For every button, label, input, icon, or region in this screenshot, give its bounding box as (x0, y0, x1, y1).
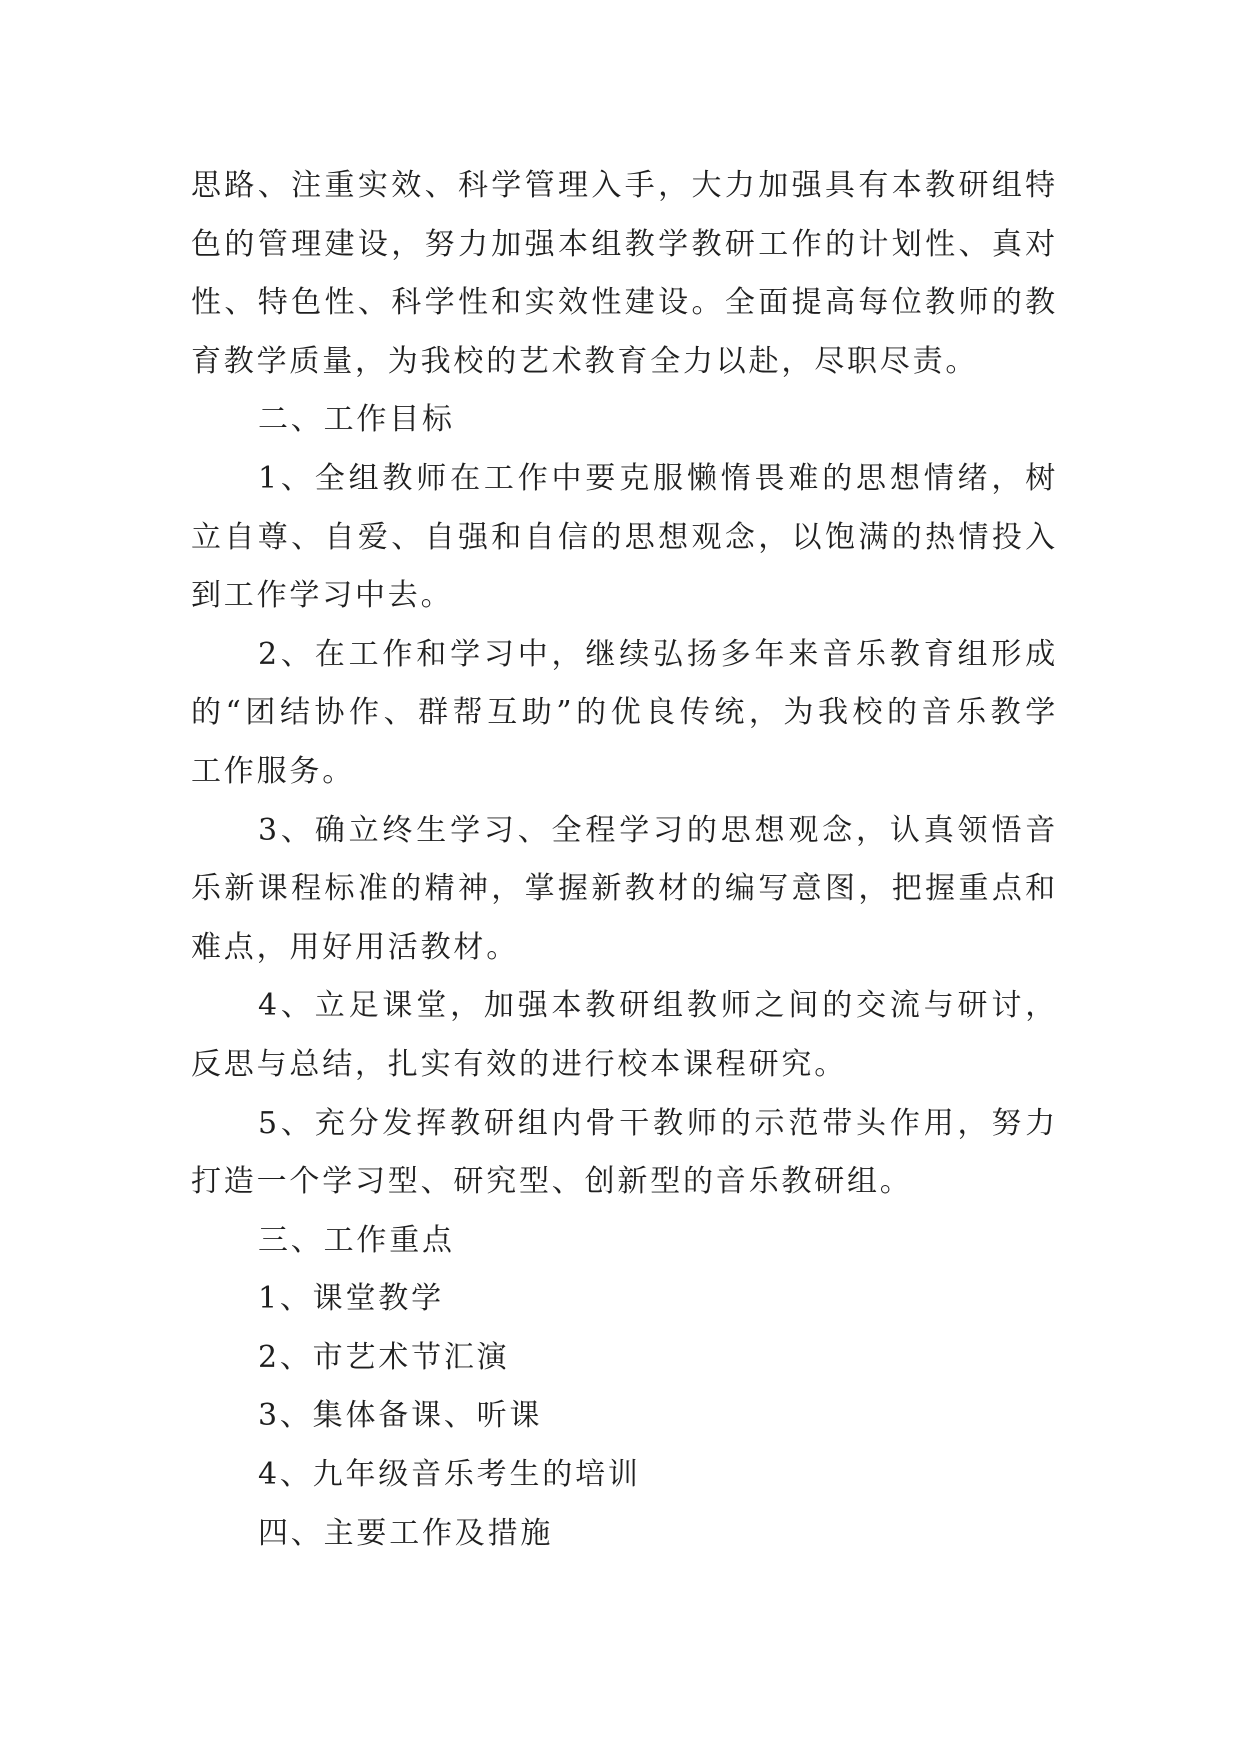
continued-paragraph (191, 157, 1058, 391)
focus-item: 2、市艺术节汇演 (258, 1339, 510, 1375)
text-line: 3、确立终生学习、全程学习的思想观念，认真领悟音 (258, 812, 1058, 848)
goal-item (191, 1095, 1058, 1212)
text-line: 的“团结协作、群帮互助”的优良传统，为我校的音乐教学 (191, 695, 1058, 731)
text-line: 2、在工作和学习中，继续弘扬多年来音乐教育组形成 (258, 636, 1058, 672)
text-line: 育教学质量，为我校的艺术教育全力以赴，尽职尽责。 (191, 343, 979, 379)
document-body (191, 157, 1058, 1563)
text-line: 性、特色性、科学性和实效性建设。全面提高每位教师的教 (191, 285, 1058, 321)
text-line: 立自尊、自爱、自强和自信的思想观念，以饱满的热情投入 (191, 519, 1058, 555)
text-line: 难点，用好用活教材。 (191, 929, 519, 965)
section-heading-work-focus: 三、工作重点 (258, 1222, 455, 1258)
text-line: 到工作学习中去。 (191, 578, 454, 614)
text-line: 1、全组教师在工作中要克服懒惰畏难的思想情绪，树 (258, 460, 1058, 496)
focus-item: 3、集体备课、听课 (258, 1398, 543, 1434)
goal-item (191, 977, 1058, 1094)
goal-item (191, 802, 1058, 978)
text-line: 色的管理建设，努力加强本组教学教研工作的计划性、真对 (191, 226, 1058, 262)
text-line: 反思与总结，扎实有效的进行校本课程研究。 (191, 1046, 847, 1082)
focus-item: 4、九年级音乐考生的培训 (258, 1457, 641, 1493)
focus-item: 1、课堂教学 (258, 1281, 444, 1317)
text-line: 打造一个学习型、研究型、创新型的音乐教研组。 (191, 1164, 913, 1200)
section-heading-work-goals: 二、工作目标 (258, 402, 455, 438)
goal-item (191, 450, 1058, 626)
text-line: 工作服务。 (191, 753, 355, 789)
text-line: 乐新课程标准的精神，掌握新教材的编写意图，把握重点和 (191, 871, 1058, 907)
text-line: 4、立足课堂，加强本教研组教师之间的交流与研讨， (258, 988, 1058, 1024)
goal-item (191, 626, 1058, 802)
section-heading-main-measures: 四、主要工作及措施 (258, 1515, 554, 1551)
text-line: 5、充分发挥教研组内骨干教师的示范带头作用，努力 (258, 1105, 1058, 1141)
text-line: 思路、注重实效、科学管理入手，大力加强具有本教研组特 (191, 168, 1058, 203)
